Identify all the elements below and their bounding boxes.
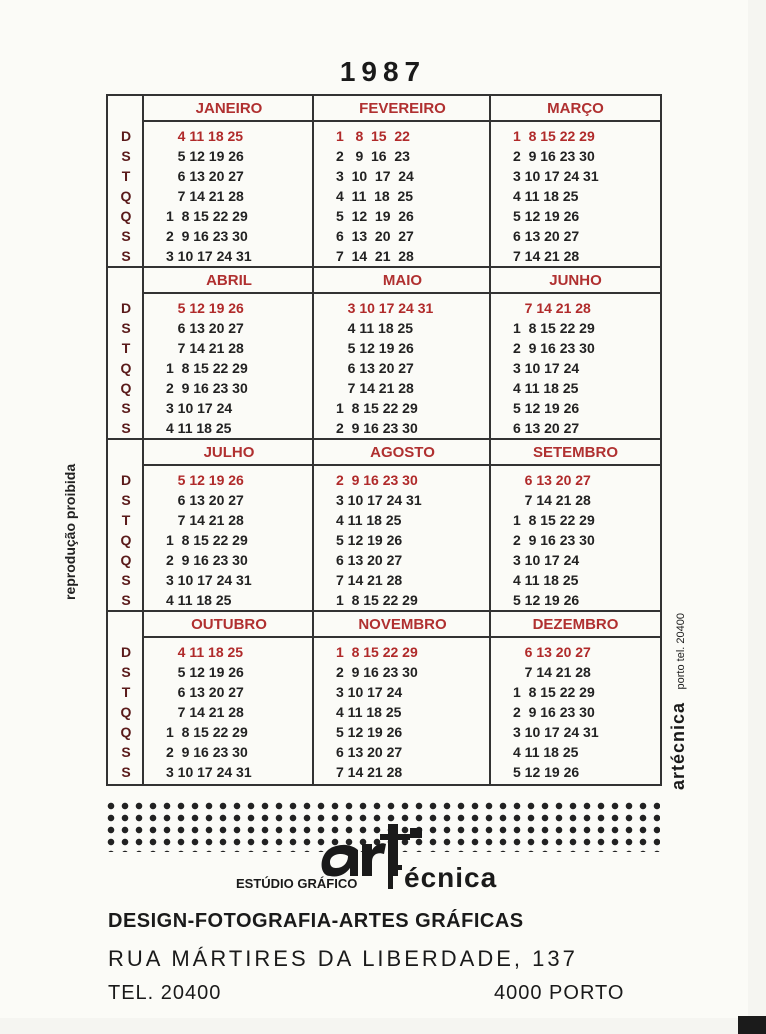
week-row: 1 8 15 22 29 xyxy=(513,128,595,144)
week-row: 2 9 16 23 30 xyxy=(513,148,595,164)
side-note: porto tel. 20400 xyxy=(675,613,687,690)
weekday-label: S xyxy=(121,420,131,436)
week-row: 1 8 15 22 29 xyxy=(166,532,248,548)
month-name: OUTUBRO xyxy=(144,612,314,638)
side-text-left xyxy=(62,400,78,600)
weekday-label: S xyxy=(121,764,131,780)
week-row: 5 12 19 26 xyxy=(336,724,403,740)
month-days xyxy=(336,126,414,266)
month-days xyxy=(513,126,599,266)
weekday-label: D xyxy=(120,300,132,316)
month-days xyxy=(166,642,252,782)
month-name: NOVEMBRO xyxy=(314,612,491,638)
weekday-label: Q xyxy=(120,380,132,396)
week-row: 3 10 17 24 xyxy=(513,552,580,568)
month-name: FEVEREIRO xyxy=(314,96,491,122)
weekday-label: T xyxy=(121,512,131,528)
month-days xyxy=(336,642,418,782)
week-row: 6 13 20 27 xyxy=(513,472,591,488)
week-row: 7 14 21 28 xyxy=(166,340,244,356)
week-row: 4 11 18 25 xyxy=(513,572,579,588)
weekday-label: S xyxy=(121,492,131,508)
brand-name-text: écnica xyxy=(404,862,498,893)
address-line: RUA MÁRTIRES DA LIBERDADE, 137 xyxy=(108,946,578,971)
reproduction-notice: reprodução proibida xyxy=(62,463,78,600)
week-row: 6 13 20 27 xyxy=(166,492,244,508)
week-row: 1 8 15 22 29 xyxy=(166,360,248,376)
week-row: 1 8 15 22 29 xyxy=(336,400,418,416)
weekday-label: Q xyxy=(120,188,132,204)
month-name: JULHO xyxy=(144,440,314,466)
week-row: 7 14 21 28 xyxy=(336,380,414,396)
week-row: 7 14 21 28 xyxy=(336,248,414,264)
weekday-label: Q xyxy=(120,360,132,376)
week-row: 7 14 21 28 xyxy=(513,492,591,508)
month-days xyxy=(513,470,595,610)
week-row: 4 11 18 25 xyxy=(513,380,579,396)
week-row: 3 10 17 24 31 xyxy=(166,248,252,264)
weekday-column xyxy=(108,470,144,610)
week-row: 1 8 15 22 29 xyxy=(513,320,595,336)
week-row: 1 8 15 22 29 xyxy=(166,724,248,740)
weekday-label: S xyxy=(121,228,131,244)
week-row: 4 11 18 25 xyxy=(336,320,414,336)
week-row: 2 9 16 23 30 xyxy=(513,340,595,356)
week-row: 1 8 15 22 29 xyxy=(513,512,595,528)
week-row: 4 11 18 25 xyxy=(336,188,414,204)
week-row: 4 11 18 25 xyxy=(166,592,232,608)
week-row: 2 9 16 23 30 xyxy=(513,704,595,720)
week-row: 7 14 21 28 xyxy=(513,300,591,316)
week-row: 5 12 19 26 xyxy=(336,208,414,224)
calendar-grid xyxy=(106,94,662,786)
week-row: 5 12 19 26 xyxy=(166,300,244,316)
week-row: 5 12 19 26 xyxy=(513,764,580,780)
week-row: 6 13 20 27 xyxy=(166,320,244,336)
week-row: 7 14 21 28 xyxy=(513,248,580,264)
week-row: 7 14 21 28 xyxy=(513,664,591,680)
week-row: 6 13 20 27 xyxy=(336,360,414,376)
weekday-label: D xyxy=(120,644,132,660)
week-row: 2 9 16 23 xyxy=(336,148,410,164)
week-row: 1 8 15 22 29 xyxy=(513,684,595,700)
week-row: 7 14 21 28 xyxy=(166,512,244,528)
week-row: 6 13 20 27 xyxy=(336,552,403,568)
month-name: SETEMBRO xyxy=(491,440,660,466)
week-row: 3 10 17 24 31 xyxy=(336,492,422,508)
month-name: MARÇO xyxy=(491,96,660,122)
weekday-label: Q xyxy=(120,724,132,740)
week-row: 1 8 15 22 29 xyxy=(336,644,418,660)
brand-t-mark xyxy=(388,865,402,889)
week-row: 3 10 17 24 31 xyxy=(513,168,599,184)
week-row: 5 12 19 26 xyxy=(336,532,403,548)
month-days xyxy=(513,298,595,438)
week-row: 7 14 21 28 xyxy=(336,764,403,780)
weekday-label: S xyxy=(121,148,131,164)
week-row: 3 10 17 24 xyxy=(336,684,403,700)
background-corner xyxy=(738,1016,766,1034)
week-row: 7 14 21 28 xyxy=(166,188,244,204)
week-row: 2 9 16 23 30 xyxy=(336,664,418,680)
week-row: 7 14 21 28 xyxy=(336,572,403,588)
month-days xyxy=(166,470,252,610)
week-row: 2 9 16 23 30 xyxy=(336,472,418,488)
week-row: 5 12 19 26 xyxy=(166,664,244,680)
weekday-label: S xyxy=(121,572,131,588)
week-row: 4 11 18 25 xyxy=(166,128,244,144)
week-row: 6 13 20 27 xyxy=(336,744,403,760)
week-row: 2 9 16 23 30 xyxy=(166,380,248,396)
week-row: 3 10 17 24 xyxy=(166,400,233,416)
week-row: 5 12 19 26 xyxy=(513,208,580,224)
weekday-label: S xyxy=(121,320,131,336)
week-row: 4 11 18 25 xyxy=(513,744,579,760)
weekday-label: Q xyxy=(120,532,132,548)
week-row: 3 10 17 24 31 xyxy=(336,300,434,316)
week-row: 4 11 18 25 xyxy=(166,644,244,660)
month-name: MAIO xyxy=(314,268,491,294)
weekday-label: T xyxy=(121,340,131,356)
month-days xyxy=(513,642,599,782)
telephone: TEL. 20400 xyxy=(108,982,222,1004)
week-row: 6 13 20 27 xyxy=(166,168,244,184)
weekday-label: Q xyxy=(120,208,132,224)
side-brand: artécnica xyxy=(668,701,688,790)
studio-label: ESTÚDIO GRÁFICO xyxy=(236,876,358,891)
week-row: 3 10 17 24 31 xyxy=(166,764,252,780)
week-row: 5 12 19 26 xyxy=(166,472,244,488)
month-name: AGOSTO xyxy=(314,440,491,466)
weekday-label: S xyxy=(121,664,131,680)
week-row: 3 10 17 24 31 xyxy=(513,724,599,740)
week-row: 6 13 20 27 xyxy=(513,420,580,436)
week-row: 1 8 15 22 xyxy=(336,128,410,144)
brand-name xyxy=(388,862,497,894)
month-days xyxy=(336,470,422,610)
weekday-label: T xyxy=(121,684,131,700)
services-tagline: DESIGN-FOTOGRAFIA-ARTES GRÁFICAS xyxy=(108,910,524,932)
week-row: 6 13 20 27 xyxy=(513,228,580,244)
city-postcode: 4000 PORTO xyxy=(494,982,625,1004)
year-title: 1987 xyxy=(339,56,427,87)
week-row: 5 12 19 26 xyxy=(513,592,580,608)
weekday-label: S xyxy=(121,592,131,608)
weekday-label: S xyxy=(121,248,131,264)
week-row: 3 10 17 24 31 xyxy=(166,572,252,588)
week-row: 7 14 21 28 xyxy=(166,704,244,720)
week-row: 5 12 19 26 xyxy=(166,148,244,164)
weekday-column xyxy=(108,298,144,438)
week-row: 4 11 18 25 xyxy=(513,188,579,204)
weekday-column xyxy=(108,642,144,782)
week-row: 5 12 19 26 xyxy=(513,400,580,416)
weekday-column xyxy=(108,126,144,266)
week-row: 2 9 16 23 30 xyxy=(336,420,418,436)
week-row: 3 10 17 24 xyxy=(513,360,580,376)
week-row: 5 12 19 26 xyxy=(336,340,414,356)
month-name: ABRIL xyxy=(144,268,314,294)
week-row: 1 8 15 22 29 xyxy=(336,592,418,608)
week-row: 3 10 17 24 xyxy=(336,168,414,184)
week-row: 6 13 20 27 xyxy=(166,684,244,700)
month-days xyxy=(166,126,252,266)
week-row: 1 8 15 22 29 xyxy=(166,208,248,224)
month-name: JANEIRO xyxy=(144,96,314,122)
month-days xyxy=(166,298,248,438)
month-name: JUNHO xyxy=(491,268,660,294)
weekday-label: S xyxy=(121,744,131,760)
weekday-label: S xyxy=(121,400,131,416)
weekday-label: Q xyxy=(120,704,132,720)
week-row: 4 11 18 25 xyxy=(166,420,232,436)
week-row: 2 9 16 23 30 xyxy=(513,532,595,548)
weekday-label: Q xyxy=(120,552,132,568)
week-row: 6 13 20 27 xyxy=(513,644,591,660)
week-row: 2 9 16 23 30 xyxy=(166,228,248,244)
weekday-label: D xyxy=(120,472,132,488)
week-row: 2 9 16 23 30 xyxy=(166,552,248,568)
week-row: 4 11 18 25 xyxy=(336,512,402,528)
month-days xyxy=(336,298,433,438)
week-row: 6 13 20 27 xyxy=(336,228,414,244)
week-row: 4 11 18 25 xyxy=(336,704,402,720)
weekday-label: D xyxy=(120,128,132,144)
week-row: 2 9 16 23 30 xyxy=(166,744,248,760)
month-name: DEZEMBRO xyxy=(491,612,660,638)
weekday-label: T xyxy=(121,168,131,184)
side-text-right xyxy=(668,613,689,790)
